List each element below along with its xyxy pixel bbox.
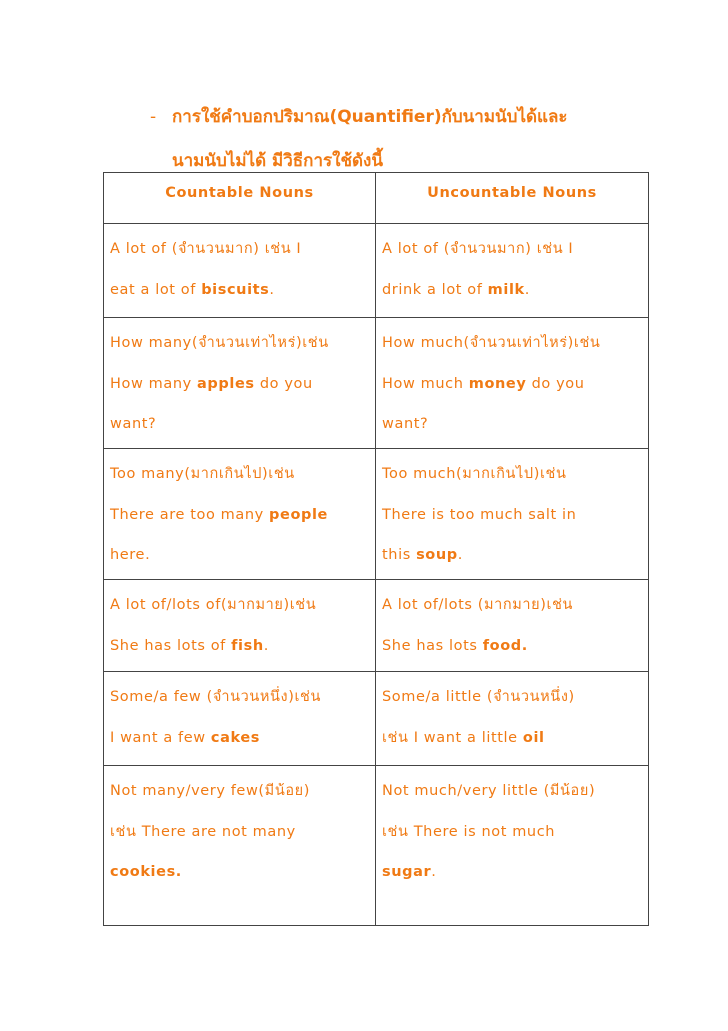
cell-line (110, 626, 369, 667)
cell-line (110, 270, 369, 311)
cell-uncountable (376, 580, 649, 672)
table-row (104, 449, 649, 580)
cell-line: A lot of/lots (มากมาย)เช่น (382, 597, 574, 613)
cell-text: . (263, 637, 269, 654)
cell-text: this (382, 547, 417, 563)
cell-line: Not many/very few(มีน้อย) (110, 783, 311, 799)
cell-line (110, 364, 369, 405)
example-noun: soup (416, 547, 458, 563)
cell-line (110, 718, 369, 759)
cell-line: want? (382, 416, 429, 432)
cell-line (382, 626, 642, 667)
cell-line (382, 535, 642, 576)
cell-line: Some/a few (จำนวนหนึ่ง)เช่น (110, 689, 321, 705)
cell-line: เช่น There are not many (110, 823, 296, 840)
cell-text: do you (526, 375, 585, 392)
cell-text: I want a few (110, 729, 211, 746)
cell-text: . (269, 281, 275, 298)
example-noun: sugar (382, 864, 432, 880)
example-noun: cookies. (110, 864, 182, 880)
table-header-row (104, 173, 649, 224)
heading-bullet: - (150, 107, 157, 127)
example-noun: money (468, 375, 527, 392)
example-noun: people (269, 506, 328, 523)
cell-line: How much(จำนวนเท่าไหร่)เช่น (382, 335, 601, 351)
cell-line: เช่น There is not much (382, 823, 556, 840)
cell-line: A lot of (จำนวนมาก) เช่น I (110, 241, 302, 257)
cell-text: There are too many (110, 506, 270, 523)
example-noun: apples (197, 375, 255, 392)
table-row (104, 766, 649, 926)
example-noun: biscuits (201, 281, 270, 298)
cell-line: A lot of/lots of(มากมาย)เช่น (110, 597, 317, 613)
cell-line: Not much/very little (มีน้อย) (382, 783, 596, 799)
table-row (104, 318, 649, 449)
example-noun: food. (482, 637, 528, 654)
cell-text: . (431, 864, 437, 880)
table-row (104, 224, 649, 318)
cell-uncountable (376, 672, 649, 766)
section-heading (150, 95, 568, 183)
cell-text: How much (382, 375, 469, 392)
cell-line (110, 852, 369, 893)
header-uncountable: Uncountable Nouns (376, 173, 649, 224)
example-noun: oil (522, 729, 545, 746)
cell-line (110, 495, 369, 536)
cell-text: drink a lot of (382, 281, 488, 298)
cell-line (382, 270, 642, 311)
cell-line: want? (110, 416, 157, 432)
heading-line-2: นามนับไม่ได้ มีวิธีการใช้ดังนี้ (172, 151, 383, 171)
heading-line-1: การใช้คำบอกปริมาณ(Quantifier)กับนามนับได้และ (172, 107, 568, 127)
cell-uncountable (376, 224, 649, 318)
cell-text: do you (254, 375, 313, 392)
cell-text: eat a lot of (110, 281, 202, 298)
cell-text: . (457, 547, 463, 563)
quantifier-table (103, 172, 649, 926)
cell-line: There is too much salt in (382, 506, 577, 523)
cell-line (382, 718, 642, 759)
example-noun: cakes (210, 729, 261, 746)
cell-countable (104, 224, 376, 318)
cell-uncountable (376, 318, 649, 449)
cell-line (382, 364, 642, 405)
cell-text: . (524, 281, 530, 298)
cell-line: A lot of (จำนวนมาก) เช่น I (382, 241, 574, 257)
cell-countable (104, 318, 376, 449)
cell-countable (104, 672, 376, 766)
cell-uncountable (376, 766, 649, 926)
table-row (104, 672, 649, 766)
cell-line (382, 852, 642, 893)
cell-line: How many(จำนวนเท่าไหร่)เช่น (110, 335, 329, 351)
cell-line: here. (110, 547, 151, 563)
cell-line: Some/a little (จำนวนหนึ่ง) (382, 689, 575, 705)
cell-countable (104, 766, 376, 926)
cell-countable (104, 449, 376, 580)
cell-line: Too many(มากเกินไป)เช่น (110, 466, 295, 482)
example-noun: fish (231, 637, 264, 654)
header-countable: Countable Nouns (104, 173, 376, 224)
example-noun: milk (487, 281, 525, 298)
cell-text: She has lots (382, 637, 483, 654)
cell-text: How many (110, 375, 198, 392)
cell-text: She has lots of (110, 637, 232, 654)
cell-uncountable (376, 449, 649, 580)
cell-countable (104, 580, 376, 672)
cell-line: Too much(มากเกินไป)เช่น (382, 466, 567, 482)
table-row (104, 580, 649, 672)
cell-text: เช่น I want a little (382, 729, 523, 746)
